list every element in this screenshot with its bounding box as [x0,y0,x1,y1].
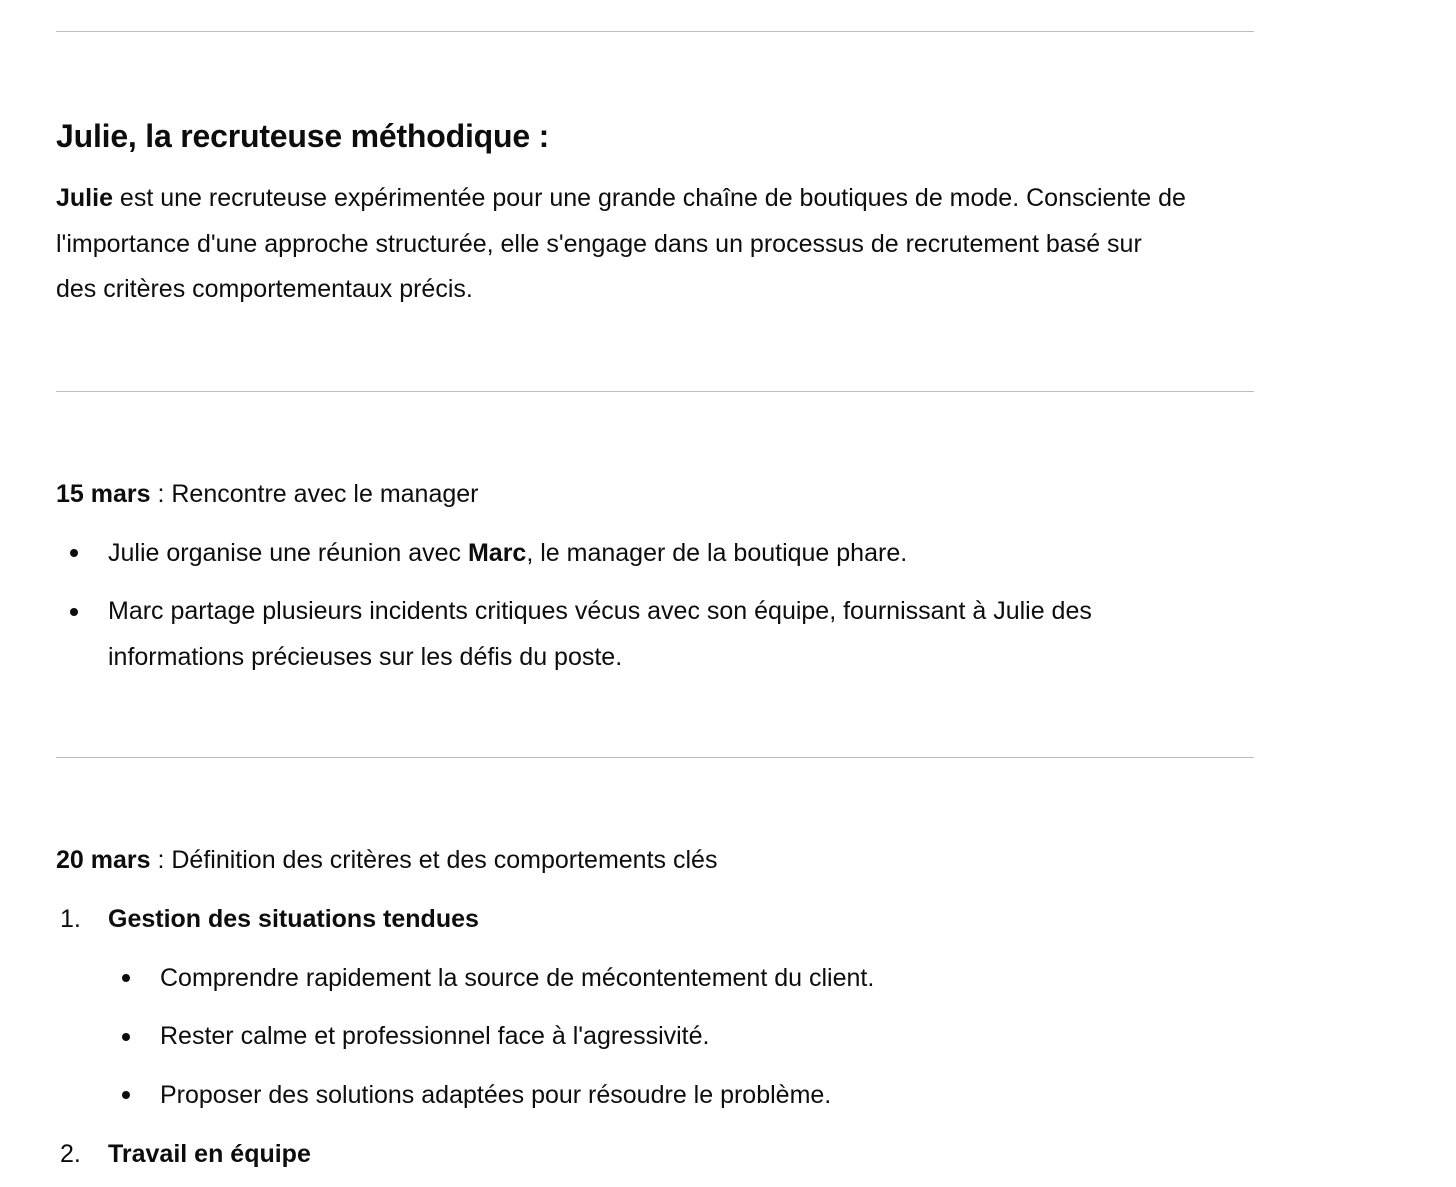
numbered-item-label: Gestion des situations tendues [108,905,479,933]
intro-line [56,176,1256,222]
sub-list-item: Comprendre rapidement la source de mécontentement du client. [160,964,875,992]
divider [56,757,1254,758]
list-number: 2. [60,1140,81,1168]
date-line [56,837,717,883]
bullet-icon [70,608,78,616]
list-item-text: Julie organise une réunion avec [108,539,468,567]
divider [56,391,1254,392]
list-item-line: Marc partage plusieurs incidents critiques vécus avec son équipe, fournissant à Julie des [108,597,1092,625]
date-label: 20 mars [56,846,151,874]
sub-list-item: Rester calme et professionnel face à l'agressivité. [160,1022,710,1050]
list-item-bold: Marc [467,539,527,567]
date-label: 15 mars [56,480,151,508]
bullet-icon [122,974,130,982]
bullet-icon [122,1091,130,1099]
intro-name: Julie [56,184,113,212]
intro-line: des critères comportementaux précis. [56,275,473,303]
intro-line: l'importance d'une approche structurée, elle s'engage dans un processus de recrutement basé sur [56,229,1142,258]
list-item [108,530,907,576]
list-item-text: , le manager de la boutique phare. [526,539,908,567]
list-item [108,588,1092,680]
date-line [56,471,479,517]
date-title: : Rencontre avec le manager [150,480,479,508]
bullet-icon [122,1033,130,1041]
section-heading: Julie, la recruteuse méthodique : [56,118,550,154]
list-number: 1. [60,905,81,933]
list-item-line: informations précieuses sur les défis du poste. [108,643,623,671]
intro-text: est une recruteuse expérimentée pour une grande chaîne de boutiques de mode. Consciente de [112,184,1186,212]
date-title: : Définition des critères et des comportements clés [150,846,718,874]
sub-list-item: Proposer des solutions adaptées pour résoudre le problème. [160,1081,832,1109]
numbered-item [108,896,479,942]
numbered-item-label: Travail en équipe [108,1140,311,1168]
bullet-icon [70,549,78,557]
numbered-item [108,1131,311,1177]
divider [56,31,1254,32]
intro-paragraph [56,176,1256,313]
